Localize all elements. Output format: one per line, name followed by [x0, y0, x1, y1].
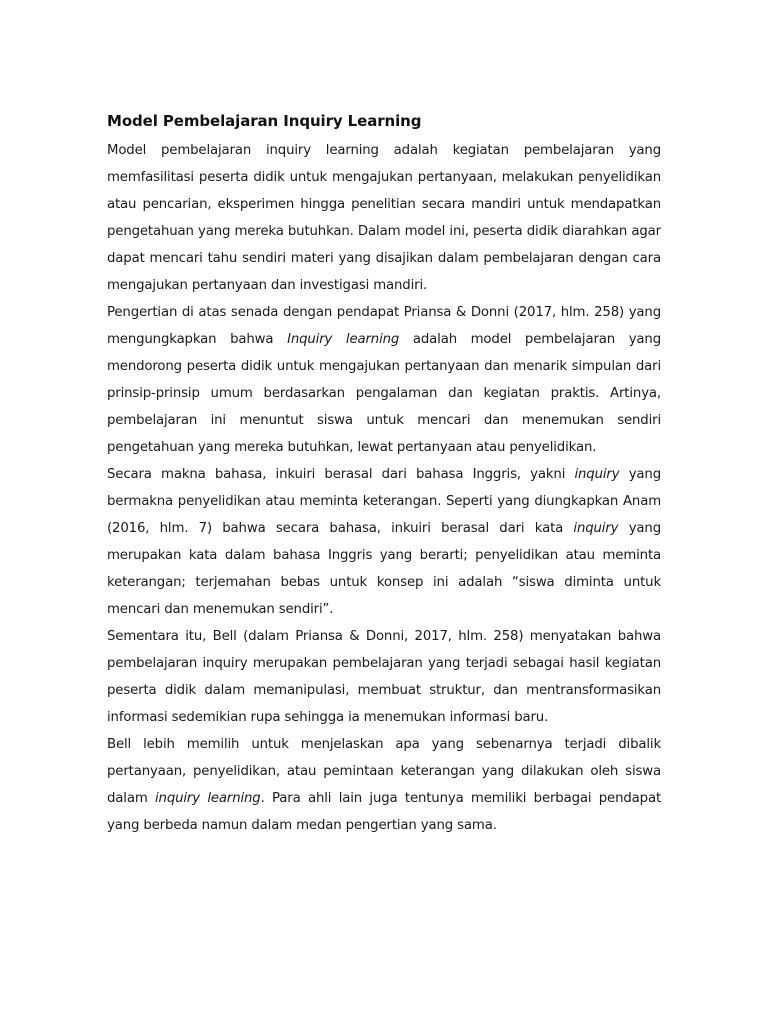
italic-term: inquiry learning [155, 791, 261, 806]
italic-term: inquiry [573, 521, 619, 536]
paragraph-bell-quote [107, 623, 661, 731]
paragraph-bell-explain [107, 731, 661, 839]
italic-term: inquiry [574, 467, 620, 482]
document-body [107, 109, 661, 839]
paragraph-priansa-donni [107, 299, 661, 461]
text-segment: Bell lebih memilih untuk menjelaskan apa yang sebenarnya terjadi dibalik pertanyaan, penyelidikan, atau pemintaan keterangan yang dilakukan oleh siswa dalam [107, 737, 661, 806]
italic-term: Inquiry learning [287, 332, 400, 347]
paragraph-makna-bahasa [107, 461, 661, 623]
text-segment: Secara makna bahasa, inkuiri berasal dari bahasa Inggris, yakni [107, 467, 575, 482]
paragraph-definition [107, 137, 661, 299]
text-segment: Pengertian di atas senada dengan pendapat Priansa & Donni (2017, hlm. 258) yang mengungkapkan bahwa [107, 305, 661, 347]
text-segment: Sementara itu, Bell (dalam Priansa & Donni, 2017, hlm. 258) menyatakan bahwa pembelajaran inquiry merupakan pembelajaran yang terjadi sebagai hasil kegiatan peserta didik dalam memanipulasi, membuat struktur, dan mentransformasikan informasi sedemikian rupa sehingga ia menemukan informasi baru. [107, 629, 661, 725]
text-segment: yang bermakna penyelidikan atau meminta keterangan. Seperti yang diungkapkan Anam (2016, hlm. 7) bahwa secara bahasa, inkuiri berasal dari kata [107, 467, 661, 536]
text-segment: yang merupakan kata dalam bahasa Inggris yang berarti; penyelidikan atau meminta keterangan; terjemahan bebas untuk konsep ini adalah “siswa diminta untuk mencari dan menemukan sendiri”. [107, 521, 661, 617]
text-segment: . Para ahli lain juga tentunya memiliki berbagai pendapat yang berbeda namun dalam medan pengertian yang sama. [107, 791, 662, 833]
document-title: Model Pembelajaran Inquiry Learning [107, 112, 422, 130]
text-segment: adalah model pembelajaran yang mendorong peserta didik untuk mengajukan pertanyaan dan menarik simpulan dari prinsip-prinsip umum berdasarkan pengalaman dan kegiatan praktis. Artinya, pembelajaran ini menuntut siswa untuk mencari dan menemukan sendiri pengetahuan yang mereka butuhkan, lewat pertanyaan atau penyelidikan. [107, 332, 661, 455]
text-segment: Model pembelajaran inquiry learning adalah kegiatan pembelajaran yang memfasilitasi peserta didik untuk mengajukan pertanyaan, melakukan penyelidikan atau pencarian, eksperimen hingga penelitian secara mandiri untuk mendapatkan pengetahuan yang mereka butuhkan. Dalam model ini, peserta didik diarahkan agar dapat mencari tahu sendiri materi yang disajikan dalam pembelajaran dengan cara mengajukan pertanyaan dan investigasi mandiri. [107, 143, 661, 293]
